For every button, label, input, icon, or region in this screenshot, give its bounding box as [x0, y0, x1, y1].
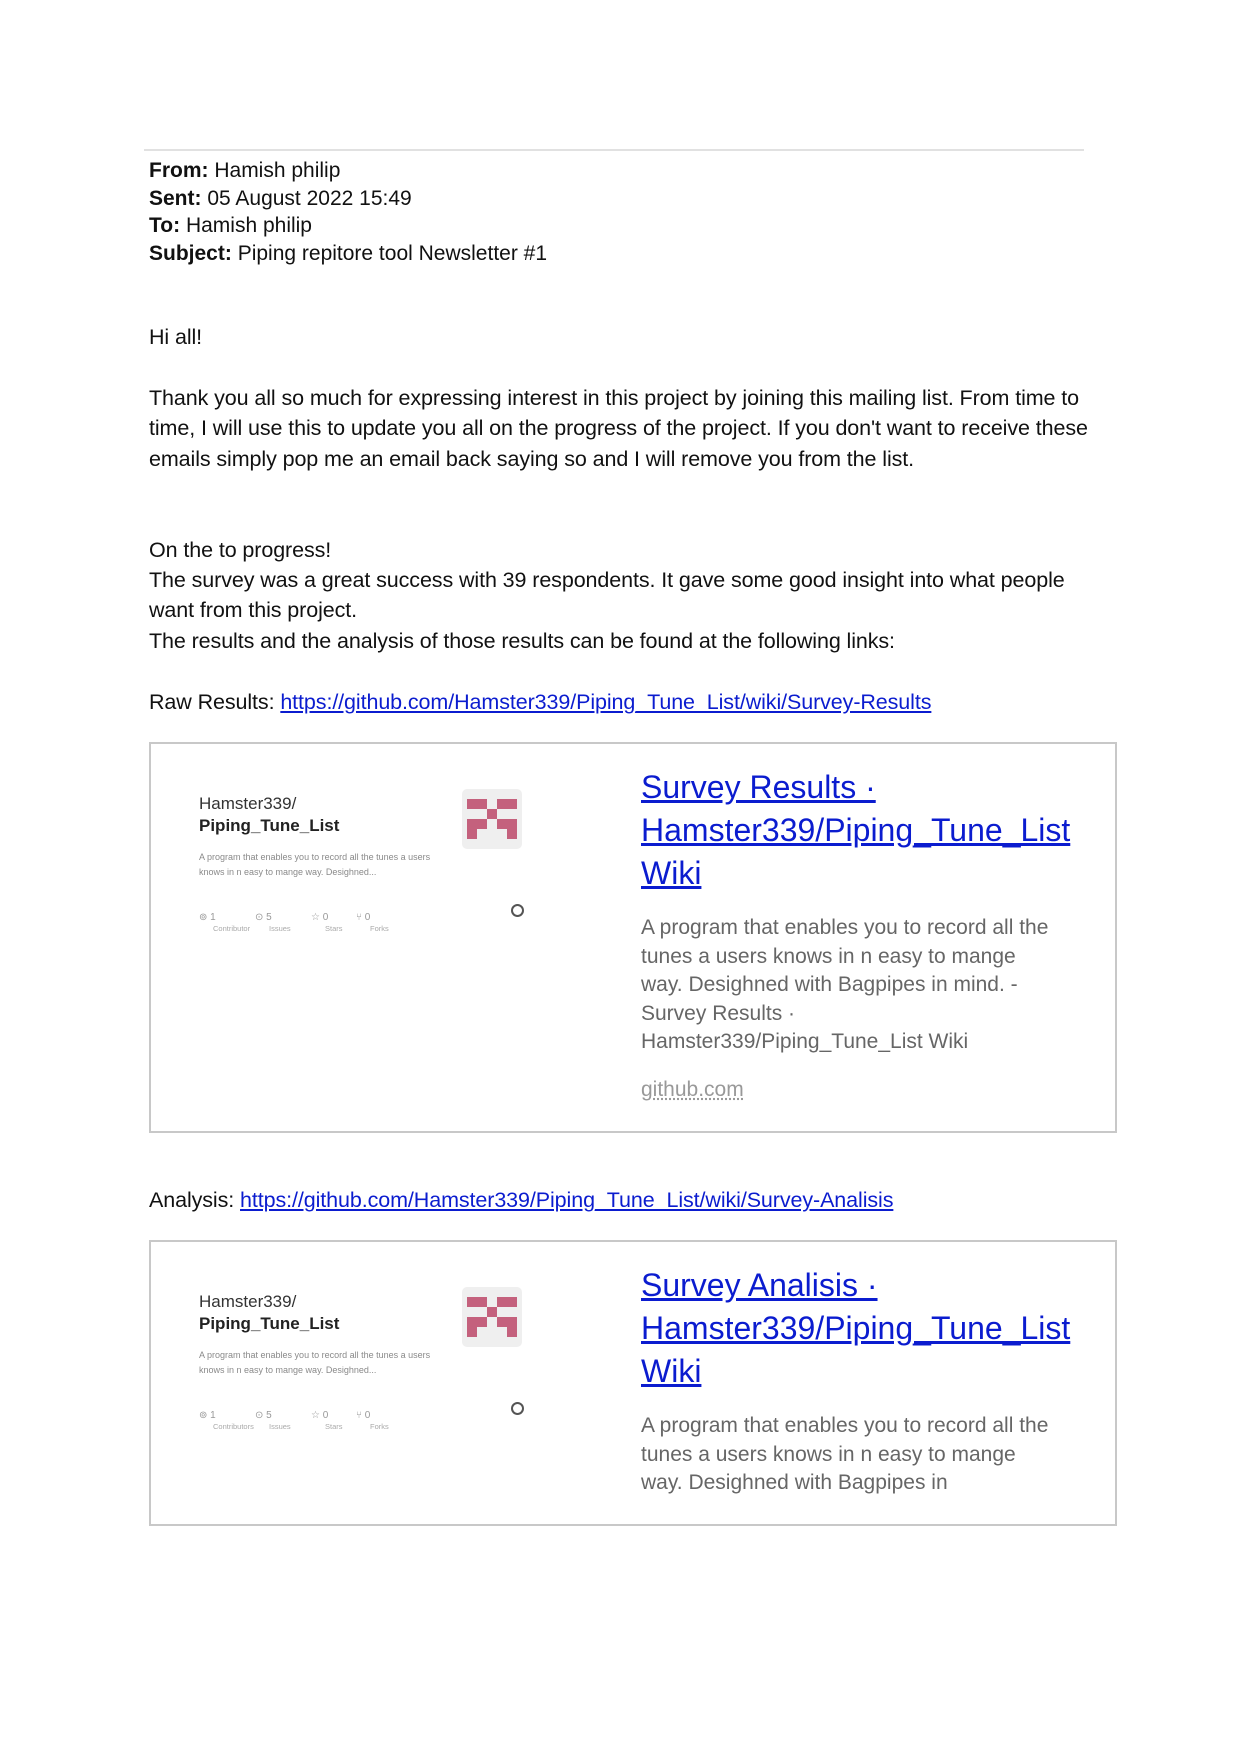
stars-stat: ☆ 0 Stars — [311, 1410, 343, 1431]
subject-value: Piping repitore tool Newsletter #1 — [237, 241, 548, 265]
email-header — [149, 157, 547, 267]
progress-heading: On the to progress! — [149, 538, 332, 562]
identicon-icon — [462, 789, 522, 849]
forks-stat: ⑂ 0 Forks — [356, 1410, 389, 1431]
to-row: To: Hamish philip — [149, 214, 312, 238]
sent-row: Sent: 05 August 2022 15:49 — [149, 186, 412, 210]
sent-value: 05 August 2022 15:49 — [207, 186, 412, 210]
raw-results-link[interactable]: https://github.com/Hamster339/Piping_Tune_List/wiki/Survey-Results — [280, 690, 932, 714]
link-preview-card-analysis[interactable] — [149, 1240, 1117, 1526]
link-preview-card-results[interactable] — [149, 742, 1117, 1133]
stars-stat: ☆ 0 Stars — [311, 912, 343, 933]
card-title[interactable] — [641, 766, 1071, 895]
card-title[interactable] — [641, 1264, 1071, 1393]
repo-owner: Hamster339/ — [199, 1292, 297, 1311]
card-title-link[interactable]: Survey Analisis · Hamster339/Piping_Tune_List Wiki — [641, 1267, 1071, 1389]
repo-owner: Hamster339/ — [199, 794, 297, 813]
header-divider — [144, 149, 1084, 151]
repo-description: A program that enables you to record all the tunes a users knows in n easy to mange way. Desighned... — [199, 1350, 431, 1375]
card-description: A program that enables you to record all the tunes a users knows in n easy to mange way. Desighned with Bagpipes in — [641, 1414, 1049, 1494]
contributors-stat: ⊚ 1 Contributor — [199, 912, 251, 933]
github-icon — [511, 904, 524, 917]
issues-stat: ⊙ 5 Issues — [255, 912, 291, 933]
card-description: A program that enables you to record all the tunes a users knows in n easy to mange way. Desighned with Bagpipes in mind. - Survey Results · Hamster339/Piping_Tune_List Wiki — [641, 916, 1049, 1053]
paragraph-intro: Thank you all so much for expressing interest in this project by joining this mailing list. From time to time, I will use this to update you all on the progress of the project. If you don't want to receive these emails simply pop me an email back saying so and I will remove you from the list. — [149, 386, 1088, 471]
identicon-icon — [462, 1287, 522, 1347]
analysis-label: Analysis: — [149, 1188, 241, 1212]
analysis-line — [149, 1185, 1109, 1215]
paragraph-survey: The survey was a great success with 39 respondents. It gave some good insight into what people want from this project. — [149, 568, 1065, 623]
paragraph-links: The results and the analysis of those results can be found at the following links: — [149, 629, 895, 653]
repo-thumbnail — [191, 1282, 531, 1442]
raw-results-line — [149, 687, 1109, 717]
subject-row: Subject: Piping repitore tool Newsletter #1 — [149, 241, 548, 265]
card-domain[interactable]: github.com — [641, 1078, 744, 1101]
contributors-stat: ⊚ 1 Contributors — [199, 1410, 254, 1431]
repo-name: Piping_Tune_List — [199, 1314, 340, 1333]
card-title-link[interactable]: Survey Results · Hamster339/Piping_Tune_List Wiki — [641, 769, 1071, 891]
raw-results-label: Raw Results: — [149, 690, 281, 714]
repo-description: A program that enables you to record all the tunes a users knows in n easy to mange way. Desighned... — [199, 852, 431, 877]
repo-thumbnail — [191, 784, 531, 944]
analysis-link[interactable]: https://github.com/Hamster339/Piping_Tune_List/wiki/Survey-Analisis — [240, 1188, 894, 1212]
github-icon — [511, 1402, 524, 1415]
greeting: Hi all! — [149, 325, 203, 349]
issues-stat: ⊙ 5 Issues — [255, 1410, 291, 1431]
from-value: Hamish philip — [214, 159, 341, 182]
repo-stats — [199, 912, 412, 933]
to-value: Hamish philip — [185, 214, 312, 238]
forks-stat: ⑂ 0 Forks — [356, 912, 389, 933]
repo-stats — [199, 1410, 412, 1431]
repo-name: Piping_Tune_List — [199, 816, 340, 835]
from-row: From: Hamish philip — [149, 159, 341, 182]
